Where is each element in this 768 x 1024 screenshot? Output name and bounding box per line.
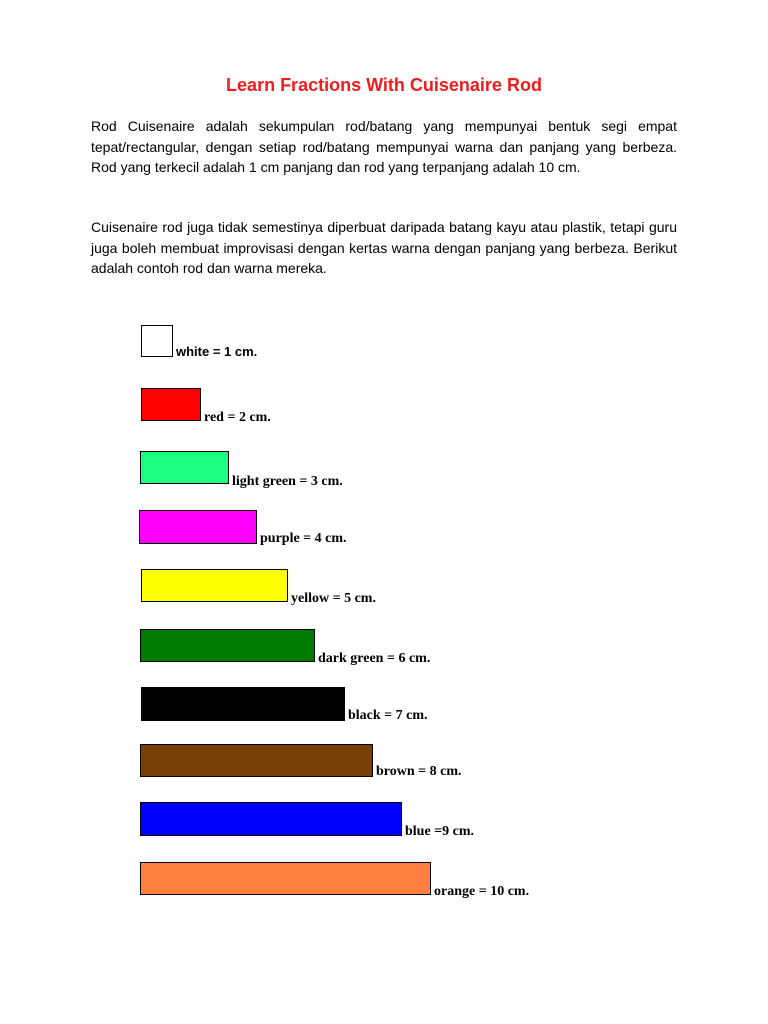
rod-label: purple = 4 cm.	[260, 531, 347, 546]
rod-dark-green	[140, 629, 315, 662]
page-title: Learn Fractions With Cuisenaire Rod	[226, 75, 542, 95]
rod-label: white = 1 cm.	[176, 344, 258, 359]
rod-label: blue =9 cm.	[405, 824, 475, 839]
rod-label: black = 7 cm.	[348, 708, 428, 723]
rod-label: brown = 8 cm.	[376, 764, 462, 779]
rod-orange	[140, 862, 431, 895]
rod-white	[141, 325, 173, 357]
improvisation-paragraph: Cuisenaire rod juga tidak semestinya diperbuat daripada batang kayu atau plastik, tetapi guru juga boleh membuat improvisasi dengan kertas warna dengan panjang yang berbeza. Berikut adalah contoh rod dan warna mereka.	[91, 219, 677, 276]
rod-red	[141, 388, 201, 421]
rod-blue	[140, 802, 402, 836]
rod-label: red = 2 cm.	[204, 410, 271, 425]
rod-label: yellow = 5 cm.	[291, 591, 376, 606]
rod-light-green	[140, 451, 229, 484]
rod-label: light green = 3 cm.	[232, 474, 343, 489]
rod-yellow	[141, 569, 288, 602]
rod-label: dark green = 6 cm.	[318, 651, 431, 666]
rod-purple	[139, 510, 257, 544]
rod-brown	[140, 744, 373, 777]
intro-paragraph: Rod Cuisenaire adalah sekumpulan rod/batang yang mempunyai bentuk segi empat tepat/rectangular, dengan setiap rod/batang mempunyai warna dan panjang yang berbeza. Rod yang terkecil adalah 1 cm panjang dan rod yang terpanjang adalah 10 cm.	[91, 118, 677, 175]
rod-label: orange = 10 cm.	[434, 884, 530, 899]
rod-black	[141, 687, 345, 721]
